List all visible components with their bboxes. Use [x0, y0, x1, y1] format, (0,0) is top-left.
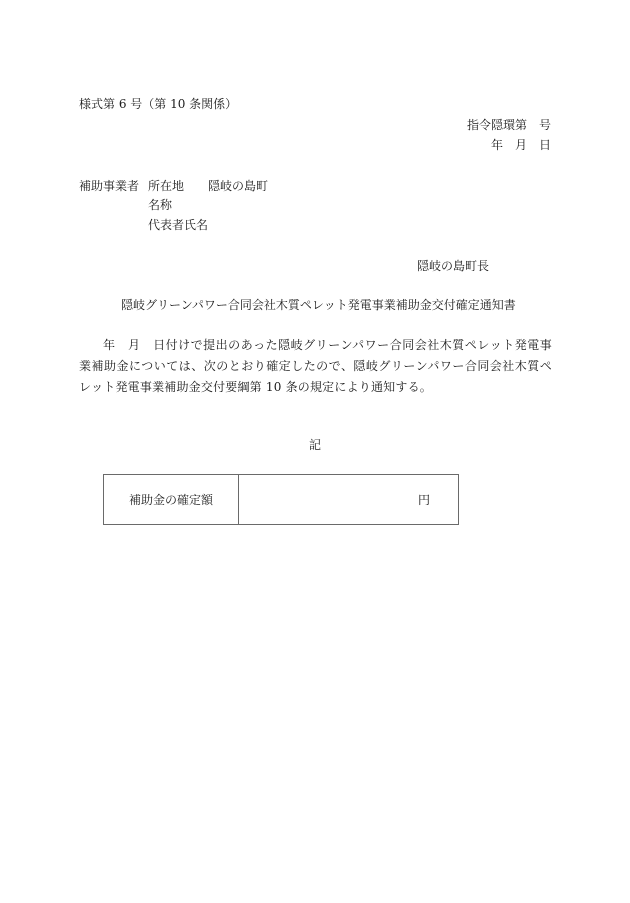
order-number: 指令隠環第 号 [466, 118, 551, 132]
address-label: 所在地 [148, 179, 185, 193]
representative-label: 代表者氏名 [148, 218, 209, 232]
amount-label: 補助金の確定額 [128, 493, 213, 507]
amount-label-cell [104, 475, 239, 524]
ki-heading: 記 [308, 438, 321, 452]
body-paragraph [79, 335, 552, 398]
issue-date: 年 月 日 [490, 138, 551, 152]
form-number: 様式第 6 号（第 10 条関係） [79, 97, 238, 111]
amount-value-cell [239, 475, 458, 524]
issuer: 隠岐の島町長 [417, 259, 490, 273]
body-text: 年 月 日付けで提出のあった隠岐グリーンパワー合同会社木質ペレット発電事業補助金については、次のとおり確定したので、隠岐グリーンパワー合同会社木質ペレット発電事業補助金交付要綱第 10 条の規定により通知する。 [79, 338, 552, 394]
name-label: 名称 [148, 198, 173, 212]
amount-unit: 円 [417, 493, 430, 507]
address-value: 隠岐の島町 [208, 179, 269, 193]
amount-table [103, 474, 459, 525]
document-title: 隠岐グリーンパワー合同会社木質ペレット発電事業補助金交付確定通知書 [121, 298, 516, 312]
recipient-label: 補助事業者 [79, 179, 140, 193]
